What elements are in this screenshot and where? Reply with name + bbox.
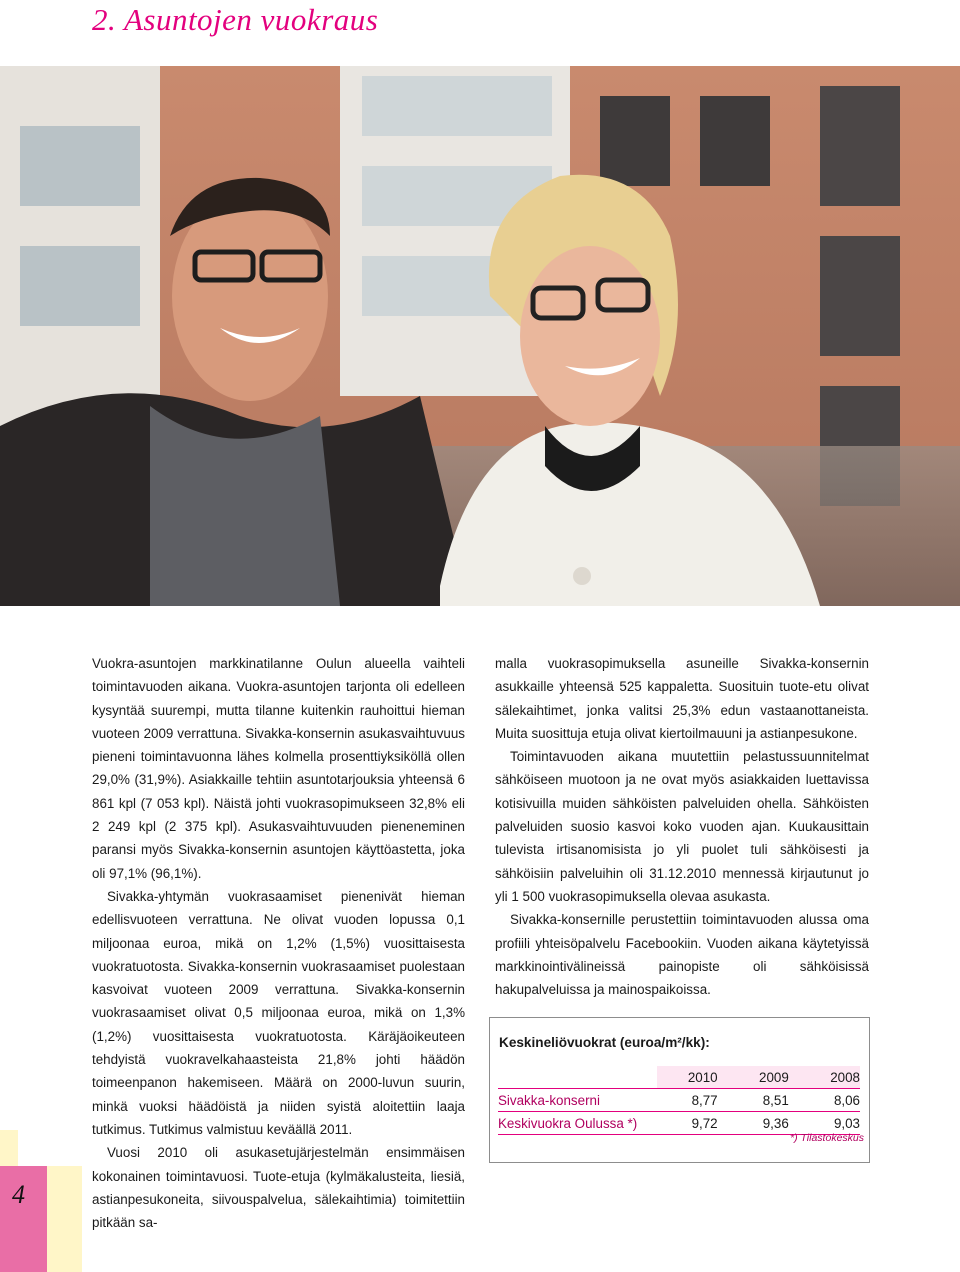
paragraph-benefits: Vuosi 2010 oli asukasetujärjestelmän ensimmäisen kokonainen toimintavuosi. Tuote-etuja (kylmäkalusteita, liesiä, astianpesukoneita, siivouspalvelua, sälekaihtimia) toimitettiin pitkään sa- xyxy=(92,1145,465,1231)
year-2010: 2010 xyxy=(657,1066,718,1089)
average-rent-box xyxy=(489,1017,870,1163)
rent-value: 9,36 xyxy=(762,1115,789,1131)
left-text-column xyxy=(92,652,465,1234)
rent-row-label: Sivakka-konserni xyxy=(498,1092,600,1108)
decorative-yellow-block xyxy=(0,1130,18,1166)
couple-photo xyxy=(0,66,960,606)
page-number: 4 xyxy=(12,1180,25,1209)
paragraph-facebook: Sivakka-konsernille perustettiin toimintavuoden alussa oma profiili yhteisöpalvelu Facebookiin. Vuoden aikana käytetyissä markkinointivälineissä painopiste oli sähköisissä hakupalveluissa ja mainospaikoissa. xyxy=(495,912,869,998)
rent-row-label: Keskivuokra Oulussa *) xyxy=(498,1115,638,1131)
photo-illustration xyxy=(0,66,960,606)
year-2009: 2009 xyxy=(718,1066,789,1089)
rent-table-corner xyxy=(498,1066,657,1089)
rent-value: 9,72 xyxy=(691,1115,718,1131)
rent-row-sivakka xyxy=(498,1089,860,1112)
rent-value: 8,06 xyxy=(833,1092,860,1108)
paragraph-benefits-cont: malla vuokrasopimuksella asuneille Sivakka-konsernin asukkaille yhteensä 525 kappaletta. Suosituin tuote-etu olivat sälekaihtimet, jonka valitsi 25,3% edun vastaanottaneista. Muita suosittuja etuja olivat kiertoilmauuni ja astianpesukone. xyxy=(495,656,869,741)
rent-value: 9,03 xyxy=(833,1115,860,1131)
paragraph-market: Vuokra-asuntojen markkinatilanne Oulun alueella vaihteli toimintavuoden aikana. Vuokra-asuntojen tarjonta oli edelleen kysyntää suurempi, mutta tilanne kuitenkin rauhoittui hieman vuoteen 2009 verrattuna. Sivakka-konsernin asukasvaihtuvuus pieneni toimintavuonna lähes kolmella prosenttiyksiköllä ollen 29,0% (31,9%). Asiakkaille tehtiin asuntotarjouksia yhteensä 6 861 kpl (7 053 kpl). Näistä johti vuokrasopimukseen 32,8% eli 2 249 kpl (2 375 kpl). Asukasvaihtuvuuden pieneneminen paransi myös Sivakka-konsernin asuntojen käyttöastetta, joka oli 97,1% (96,1%). xyxy=(92,656,465,881)
paragraph-receivables: Sivakka-yhtymän vuokrasaamiset pienenivät hieman edellisvuoteen verrattuna. Ne olivat vuoden lopussa 0,1 miljoonaa euroa, mikä on 1,2% (1,5%) vuosittaisesta vuokratuotosta. Sivakka-konsernin vuokrasaamiset puolestaan kasvoivat vuoteen 2009 verrattuna. Sivakka-konsernin vuokrasaamiset olivat 0,5 miljoonaa euroa, mikä on 1,3% (1,2%) vuosittaisesta vuokratuotosta. Käräjäoikeuteen tehdyistä vuokravelkahaasteista 21,8% johti häädön toimeenpanon hakemiseen. Määrä on 2000-luvun suurin, minkä vuoksi häädöistä ja niiden syistä aloitettiin laaja tutkimus. Tutkimus valmistuu keväällä 2011. xyxy=(92,888,465,1137)
rent-table xyxy=(498,1066,860,1135)
year-2008: 2008 xyxy=(789,1066,860,1089)
rent-value: 8,77 xyxy=(691,1092,718,1108)
paragraph-e-services: Toimintavuoden aikana muutettiin pelastussuunnitelmat sähköiseen muotoon ja ne ovat myös asiakkaiden luettavissa kotisivuilla muiden sähköisten palveluiden ohella. Sähköisten palveluiden suosio kasvoi koko vuoden ajan. Kuukausittain tulevista irtisanomisista jo yli puolet tuli sähköisesti ja sähköisiin palveluihin oli 31.12.2010 mennessä kirjautunut jo yli 1 500 vuokrasopimuksella olevaa asukasta. xyxy=(495,749,869,904)
page-title: 2. Asuntojen vuokraus xyxy=(92,2,379,37)
rent-box-title: Keskineliövuokrat (euroa/m²/kk): xyxy=(499,1035,710,1050)
rent-value: 8,51 xyxy=(762,1092,789,1108)
decorative-yellow-block xyxy=(47,1166,82,1272)
rent-table-header-row xyxy=(498,1066,860,1089)
rent-source-note: *) Tilastokeskus xyxy=(789,1132,864,1144)
right-text-column xyxy=(495,652,869,1001)
